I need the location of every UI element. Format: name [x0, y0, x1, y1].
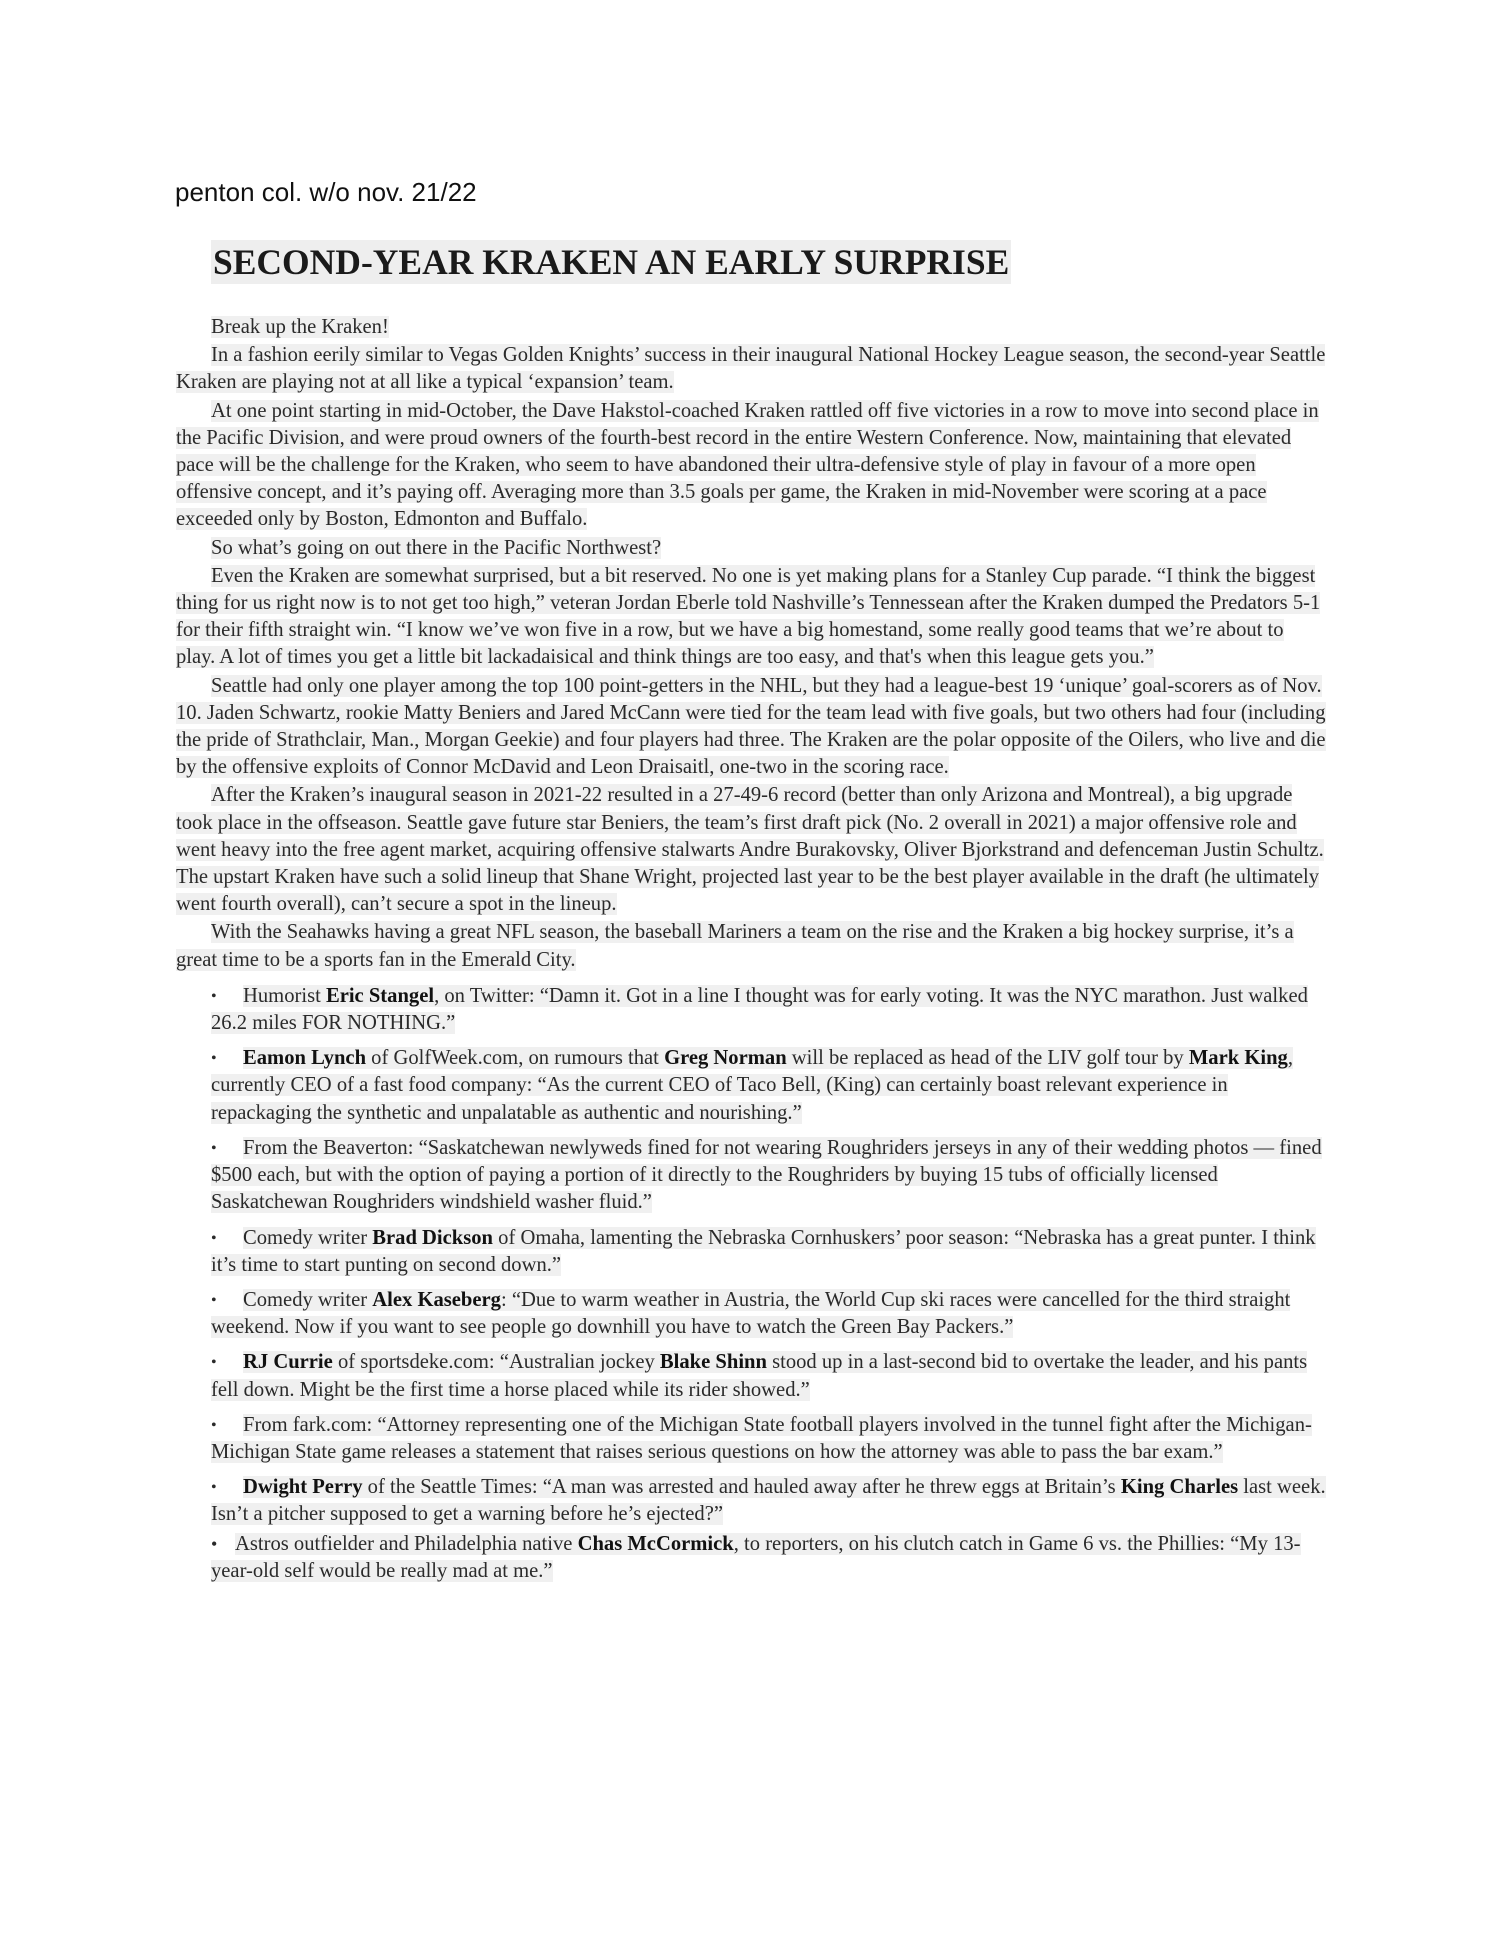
paragraph-text: Seattle had only one player among the top 100 point-getters in the NHL, but they had a league-best 19 ‘unique’ goal-scorers as of Nov. 10. Jaden Schwartz, rookie Matty Beniers and Jared McCann were tied for the team lead with five goals, but two others had four (including the pride of Strathclair, Man., Morgan Geekie) and four players had three. The Kraken are the polar opposite of the Oilers, who live and die by the offensive exploits of Connor McDavid and Leon Draisaitl, one-two in the scoring race. — [176, 674, 1326, 779]
quote-bold: King Charles — [1120, 1476, 1239, 1499]
headline: SECOND-YEAR KRAKEN AN EARLY SURPRISE — [213, 242, 1010, 282]
bullet-icon: • — [211, 987, 217, 1005]
bullet-icon: • — [211, 1050, 217, 1068]
bullet-icon: • — [211, 1139, 217, 1157]
quote-span: : “Due to warm weather in Austria, the World Cup ski races were cancelled for the third straight weekend. Now if you want to see people go downhill you have to watch the Green Bay Packers.” — [211, 1288, 1291, 1339]
quote-bold: Greg Norman — [664, 1047, 787, 1070]
bullet-icon: • — [211, 1229, 217, 1247]
quote-text — [211, 1474, 1326, 1528]
quote-bold: Chas McCormick — [577, 1532, 734, 1555]
quote-span: stood up in a last-second bid to overtake the leader, and his pants fell down. Might be the first time a horse placed while its rider showed.” — [211, 1351, 1308, 1401]
quote-span: Humorist — [243, 984, 326, 1007]
quote-text — [211, 1287, 1326, 1341]
quote-span: From fark.com: “Attorney representing one of the Michigan State football players involved in the tunnel fight after the Michigan-Michigan State game releases a statement that raises serious questions on how the attorney was able to pass the bar exam.” — [211, 1413, 1312, 1463]
paragraph-text: With the Seahawks having a great NFL season, the baseball Mariners a team on the rise and the Kraken a big hockey surprise, it’s a great time to be a sports fan in the Emerald City. — [176, 921, 1294, 971]
quote-bold: Eric Stangel — [325, 984, 435, 1007]
quote-item — [176, 1045, 1326, 1127]
bullet-icon: • — [211, 1416, 217, 1434]
paragraph — [176, 398, 1326, 534]
quote-span: of Omaha, lamenting the Nebraska Cornhuskers’ poor season: “Nebraska has a great punter. I think it’s time to start punting on second down.” — [211, 1226, 1316, 1276]
column-slug: penton col. w/o nov. 21/22 — [175, 177, 477, 207]
quote-item — [176, 1531, 1326, 1585]
quote-span: , currently CEO of a fast food company: “As the current CEO of Taco Bell, (King) can certainly boast relevant experience in repackaging the synthetic and unpalatable as authentic and nourishing.” — [211, 1047, 1293, 1124]
quote-span: of sportsdeke.com: “Australian jockey — [332, 1351, 660, 1374]
quote-bold: Brad Dickson — [372, 1226, 493, 1249]
quote-span: Comedy writer — [243, 1226, 373, 1249]
quote-bold: Blake Shinn — [659, 1351, 767, 1374]
paragraph — [176, 673, 1326, 782]
quote-span: Comedy writer — [243, 1288, 373, 1311]
quote-text — [211, 1412, 1326, 1466]
quote-span: , to reporters, on his clutch catch in Game 6 vs. the Phillies: “My 13-year-old self would be really mad at me.” — [211, 1532, 1301, 1582]
quote-item — [176, 1225, 1326, 1279]
quote-item — [176, 1287, 1326, 1341]
quote-text — [211, 1349, 1326, 1403]
quote-span: last week. Isn’t a pitcher supposed to get a warning before he’s ejected?” — [211, 1476, 1326, 1526]
quote-span: of GolfWeek.com, on rumours that — [366, 1047, 665, 1070]
quote-text — [211, 1225, 1326, 1279]
paragraph — [176, 535, 1326, 562]
article-body — [176, 314, 1326, 1593]
paragraph — [176, 314, 1326, 341]
bullet-icon: • — [211, 1479, 217, 1497]
quote-text — [211, 1135, 1326, 1217]
quote-list — [176, 983, 1326, 1585]
quote-text — [211, 1531, 1326, 1585]
paragraph-text: At one point starting in mid-October, the Dave Hakstol-coached Kraken rattled off five victories in a row to move into second place in the Pacific Division, and were proud owners of the fourth-best record in the entire Western Conference. Now, maintaining that elevated pace will be the challenge for the Kraken, who seem to have abandoned their ultra-defensive style of play in favour of a more open offensive concept, and it’s paying off. Averaging more than 3.5 goals per game, the Kraken in mid-November were scoring at a pace exceeded only by Boston, Edmonton and Buffalo. — [176, 399, 1319, 531]
paragraph-text: So what’s going on out there in the Pacific Northwest? — [211, 536, 662, 559]
bullet-icon: • — [211, 1533, 218, 1554]
paragraph-text: In a fashion eerily similar to Vegas Golden Knights’ success in their inaugural National Hockey League season, the second-year Seattle Kraken are playing not at all like a typical ‘expansion’ team. — [176, 344, 1326, 394]
quote-item — [176, 1474, 1326, 1528]
paragraph-text: Break up the Kraken! — [211, 316, 389, 338]
paragraph-text: Even the Kraken are somewhat surprised, but a bit reserved. No one is yet making plans for a Stanley Cup parade. “I think the biggest thing for us right now is to not get too high,” veteran Jordan Eberle told Nashville’s Tennessean after the Kraken dumped the Predators 5-1 for their fifth straight win. “I know we’ve won five in a row, but we have a big homestand, some really good teams that we’re about to play. A lot of times you get a little bit lackadaisical and think things are too easy, and that's when this league gets you.” — [176, 564, 1321, 669]
quote-span: , on Twitter: “Damn it. Got in a line I thought was for early voting. It was the NYC marathon. Just walked 26.2 miles FOR NOTHING.” — [211, 984, 1308, 1035]
bullet-icon: • — [211, 1354, 217, 1372]
quote-bold: Alex Kaseberg — [372, 1288, 501, 1311]
paragraph-text: After the Kraken’s inaugural season in 2021-22 resulted in a 27-49-6 record (better than only Arizona and Montreal), a big upgrade took place in the offseason. Seattle gave future star Beniers, the team’s first draft pick (No. 2 overall in 2021) a major offensive role and went heavy into the free agent market, acquiring offensive stalwarts Andre Burakovsky, Oliver Bjorkstrand and defenceman Justin Schultz. The upstart Kraken have such a solid lineup that Shane Wright, projected last year to be the best player available in the draft (he ultimately went fourth overall), can’t secure a spot in the lineup. — [176, 784, 1324, 916]
paragraph — [176, 342, 1326, 396]
quote-bold: Mark King — [1188, 1047, 1288, 1070]
quote-bold: Dwight Perry — [243, 1476, 363, 1499]
paragraph-list — [176, 314, 1326, 974]
quote-bold: RJ Currie — [243, 1351, 333, 1374]
quote-span: Astros outfielder and Philadelphia native — [235, 1532, 578, 1555]
quote-text — [211, 983, 1326, 1037]
quote-item — [176, 983, 1326, 1037]
paragraph — [176, 782, 1326, 918]
quote-span: From the Beaverton: “Saskatchewan newlyweds fined for not wearing Roughriders jerseys in any of their wedding photos — fined $500 each, but with the option of paying a portion of it directly to the Roughriders by buying 15 tubs of officially licensed Saskatchewan Roughriders windshield washer fluid.” — [211, 1136, 1322, 1214]
bullet-icon: • — [211, 1291, 217, 1309]
quote-span: of the Seattle Times: “A man was arrested and hauled away after he threw eggs at Britain’s — [362, 1476, 1121, 1499]
paragraph — [176, 919, 1326, 973]
quote-item — [176, 1135, 1326, 1217]
quote-item — [176, 1349, 1326, 1403]
quote-item — [176, 1412, 1326, 1466]
paragraph — [176, 563, 1326, 672]
quote-bold: Eamon Lynch — [243, 1047, 367, 1070]
quote-span: will be replaced as head of the LIV golf tour by — [786, 1047, 1189, 1070]
quote-text — [211, 1045, 1326, 1127]
